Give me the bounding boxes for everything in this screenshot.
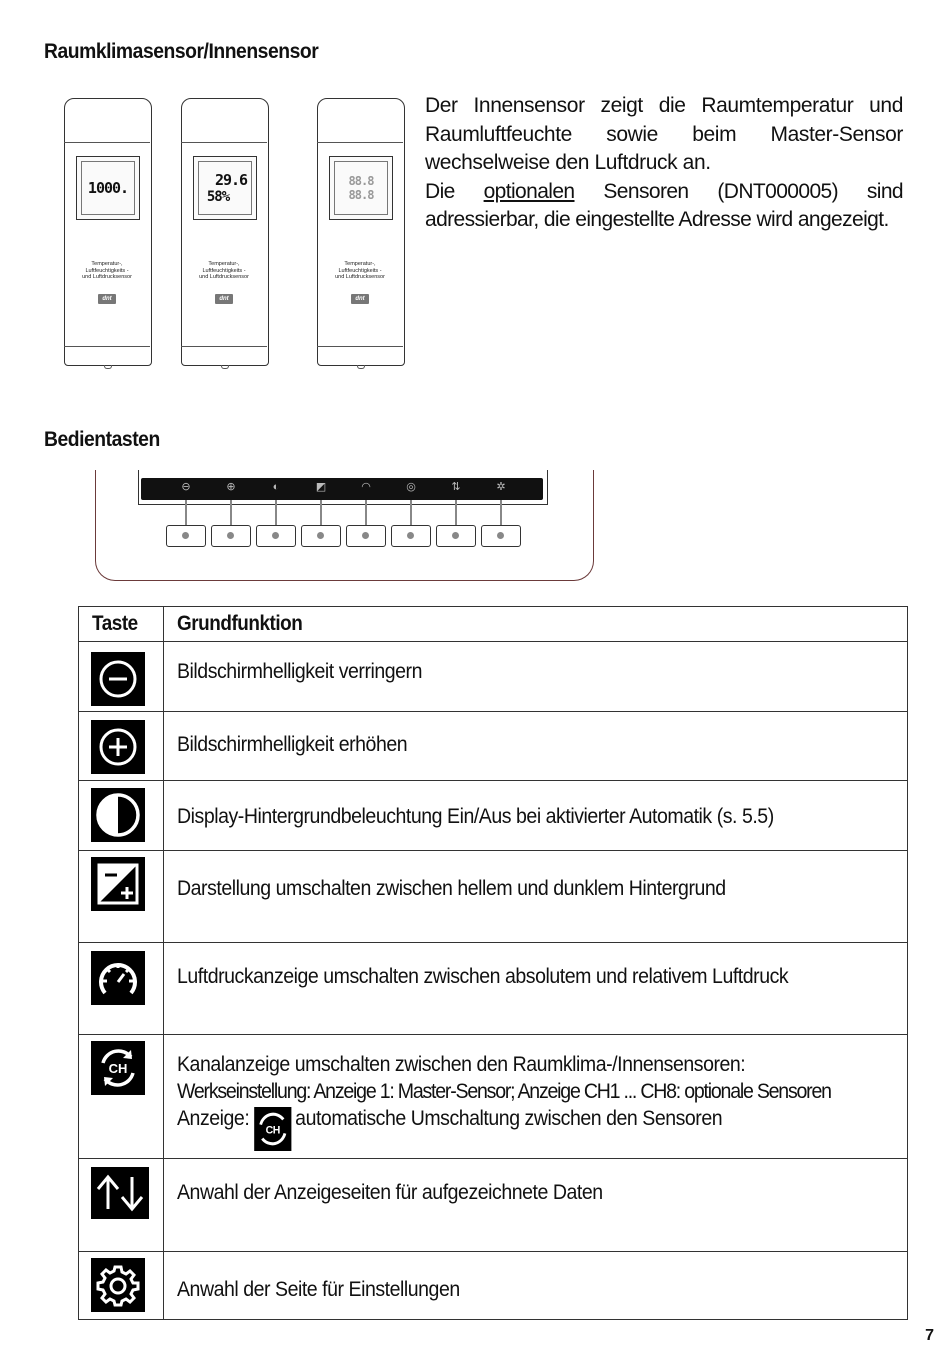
panel-gear-icon: ✲	[496, 481, 506, 493]
function-text: Anwahl der Seite für Einstellungen	[177, 1278, 460, 1301]
sensor-display-temperature: 29.6	[214, 171, 248, 189]
display-bezel	[141, 478, 543, 500]
panel-gauge-icon: ◠	[361, 481, 371, 493]
function-text: Bildschirmhelligkeit erhöhen	[177, 733, 408, 756]
panel-plus-icon: ⊕	[226, 481, 236, 493]
dnt-logo: dnt	[215, 294, 233, 304]
panel-button-7	[436, 525, 476, 547]
sensor-label: Temperatur-, Luftfeuchtigkeits - und Luftdrucksensor	[335, 261, 385, 280]
panel-button-2	[211, 525, 251, 547]
function-text-line-3: Anzeige: CH automatische Umschaltung zwischen den Sensoren	[177, 1105, 722, 1151]
section-heading-sensor: Raumklimasensor/Innensensor	[44, 40, 319, 63]
optional-sensors-link[interactable]: optionalen	[483, 179, 575, 203]
intro-paragraph-2: Die optionalen Sensoren (DNT000005) sind adressierbar, die eingestellte Adresse wird angezeigt.	[425, 179, 903, 231]
table-row	[79, 851, 908, 943]
panel-invert-icon: ◩	[315, 481, 327, 493]
column-header-function: Grundfunktion	[164, 607, 908, 642]
function-text: Anwahl der Anzeigeseiten für aufgezeichnete Daten	[177, 1181, 603, 1204]
channel-cycle-inline-icon	[254, 1107, 291, 1151]
panel-minus-icon: ⊖	[181, 481, 191, 493]
sensor-display-value: 1000.	[87, 179, 129, 197]
function-text: Darstellung umschalten zwischen hellem und dunklem Hintergrund	[177, 877, 726, 900]
panel-button-4	[301, 525, 341, 547]
settings-gear-icon	[91, 1258, 145, 1312]
table-row	[79, 943, 908, 1035]
intro-paragraph-1: Der Innensensor zeigt die Raumtemperatur und Raumluftfeuchte sowie beim Master-Sensor wechselweise den Luftdruck an.	[425, 94, 903, 174]
sensor-display-segments-bottom: 88.8	[348, 188, 374, 202]
table-row	[79, 642, 908, 712]
panel-contrast-icon: ◐	[272, 481, 280, 493]
button-panel-illustration	[95, 470, 594, 581]
sensor-illustration-3	[317, 98, 405, 368]
intro-text	[425, 92, 903, 235]
plus-circle-icon	[91, 720, 145, 774]
contrast-icon	[91, 788, 145, 842]
function-text: Luftdruckanzeige umschalten zwischen absolutem und relativem Luftdruck	[177, 965, 789, 988]
panel-updown-icon: ⇅	[451, 481, 461, 493]
dnt-logo: dnt	[98, 294, 116, 304]
panel-button-8	[481, 525, 521, 547]
function-text-line-1: Kanalanzeige umschalten zwischen den Raumklima-/Innensensoren:	[177, 1053, 746, 1076]
table-row	[79, 1035, 908, 1159]
sensor-display-segments-top: 88.8	[348, 174, 374, 188]
sensor-display-humidity: 58%	[206, 189, 230, 205]
panel-button-1	[166, 525, 206, 547]
table-row	[79, 712, 908, 781]
minus-circle-icon	[91, 652, 145, 706]
button-function-table	[78, 606, 908, 1320]
table-row	[79, 781, 908, 851]
svg-text:CH: CH	[108, 1061, 128, 1076]
gauge-icon	[91, 951, 145, 1005]
panel-channel-icon: ◎	[406, 481, 416, 493]
function-text-line-2: Werkseinstellung: Anzeige 1: Master-Sensor; Anzeige CH1 ... CH8: optionale Sensoren	[177, 1080, 831, 1103]
panel-button-3	[256, 525, 296, 547]
channel-cycle-icon	[91, 1041, 145, 1095]
page-number: 7	[925, 1327, 934, 1344]
up-down-arrows-icon	[91, 1167, 149, 1219]
column-header-key: Taste	[79, 607, 164, 642]
table-header-row	[79, 607, 908, 642]
invert-display-icon	[91, 857, 145, 911]
sensor-label: Temperatur-, Luftfeuchtigkeits - und Luftdrucksensor	[82, 261, 132, 280]
sensor-illustration-2	[181, 98, 269, 368]
table-row	[79, 1159, 908, 1252]
function-text: Display-Hintergrundbeleuchtung Ein/Aus bei aktivierter Automatik (s. 5.5)	[177, 805, 774, 828]
dnt-logo: dnt	[351, 294, 369, 304]
sensor-illustration-1	[64, 98, 152, 368]
panel-button-6	[391, 525, 431, 547]
function-text: Bildschirmhelligkeit verringern	[177, 660, 422, 683]
panel-button-5	[346, 525, 386, 547]
section-heading-buttons: Bedientasten	[44, 428, 160, 451]
sensor-label: Temperatur-, Luftfeuchtigkeits - und Luftdrucksensor	[199, 261, 249, 280]
svg-text:CH: CH	[265, 1124, 281, 1137]
table-row	[79, 1252, 908, 1320]
